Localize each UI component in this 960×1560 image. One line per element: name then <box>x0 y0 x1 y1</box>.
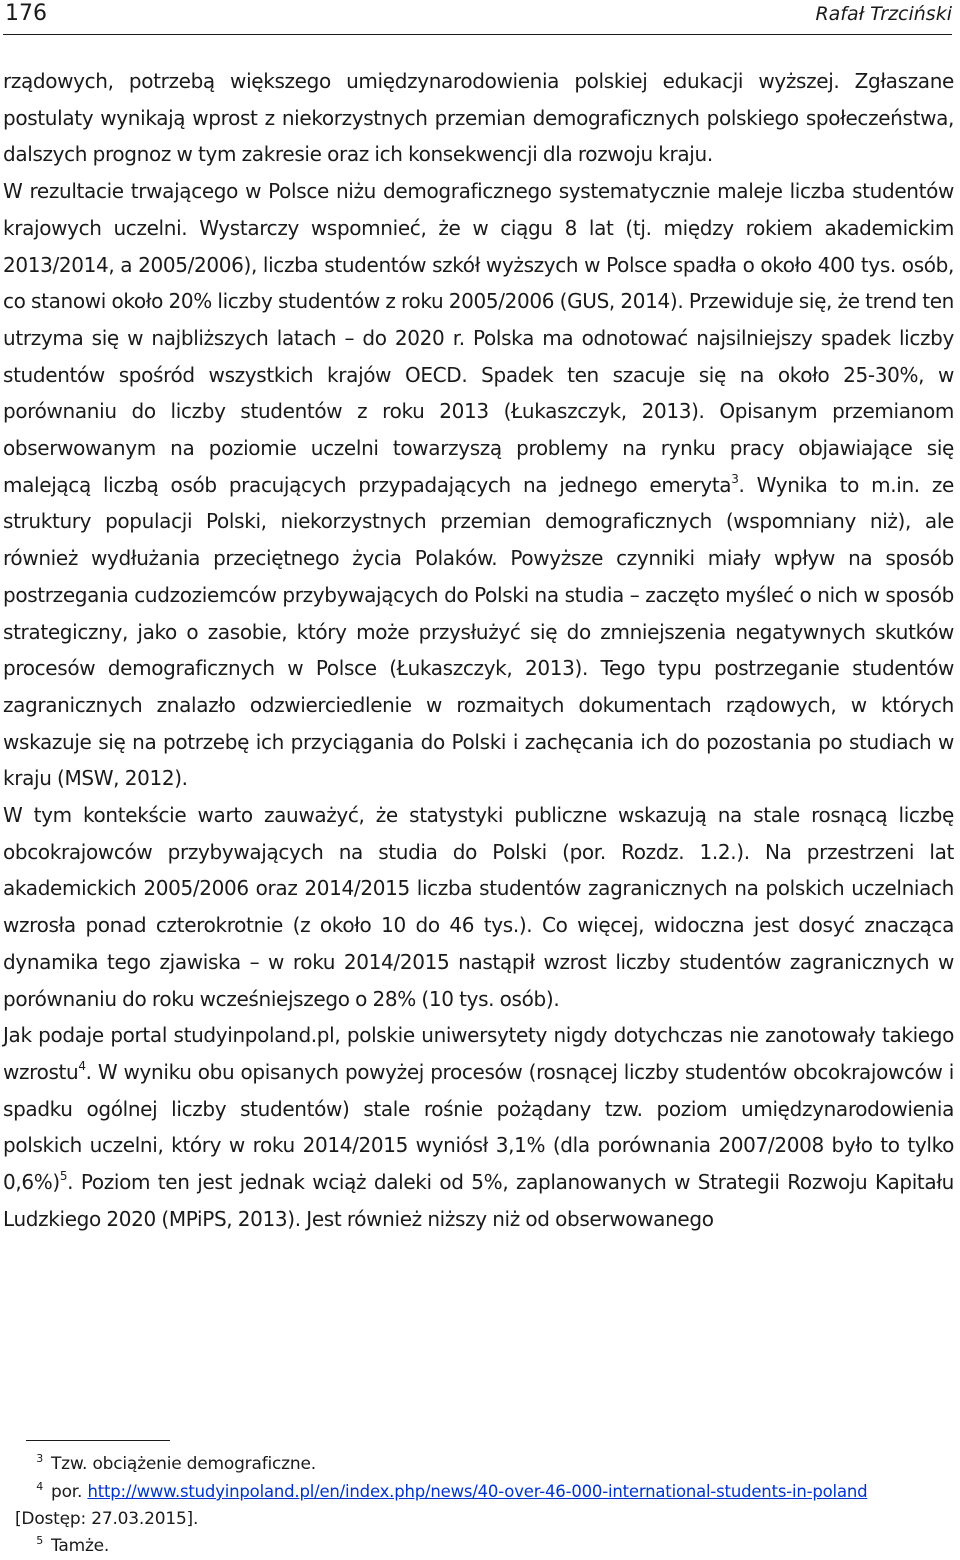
running-author: Rafał Trzciński <box>815 3 952 25</box>
paragraph-4: Jak podaje portal studyinpoland.pl, polskie uniwersytety nigdy dotychczas nie zanotowały takiego wzrostu$^4$. W wyniku obu opisanych powyżej procesów (rosnącej liczby studentów obcokrajowców i spadku ogólnej liczby studentów) stale rośnie pożądany tzw. poziom umiędzynarodowienia polskich uczelni, który w roku 2014/2015 wyniósł 3,1% (dla porównania 2007/2008 było to tylko 0,6%)$^5$. Poziom ten jest jednak wciąż daleki od 5%, zaplanowanych w Strategii Rozwoju Kapitału Ludzkiego 2020 (MPiPS, 2013). Jest również niższy niż od obserwowanego <box>3 1023 954 1231</box>
footnote-divider <box>26 1440 170 1441</box>
footnote-ref-3[interactable]: 3 <box>731 472 739 487</box>
body-text <box>3 63 954 1238</box>
running-header <box>3 0 952 35</box>
page-number: 176 <box>5 1 47 26</box>
footnote-prefix: por. <box>51 1482 88 1502</box>
paragraph-3: W tym kontekście warto zauważyć, że statystyki publiczne wskazują na stale rosnącą liczbę obcokrajowców przybywających na studia do Polski (por. Rozdz. 1.2.). Na przestrzeni lat akademickich 2005/2006 oraz 2014/2015 liczba studentów zagranicznych na polskich uczelniach wzrosła ponad czterokrotnie (z około 10 do 46 tys.). Co więcej, widoczna jest dosyć znacząca dynamika tego zjawiska – w roku 2014/2015 nastąpił wzrost liczby studentów zagranicznych w porównaniu do roku wcześniejszego o 28% (10 tys. osób). <box>3 803 954 1011</box>
footnote-ref-4[interactable]: 4 <box>78 1059 86 1074</box>
footnote-5: 5 Tamże. <box>36 1534 110 1556</box>
footnote-ref-5[interactable]: 5 <box>59 1169 68 1184</box>
footnote-link[interactable]: http://www.studyinpoland.pl/en/index.php/news/40-over-46-000-international-students-in-poland <box>87 1482 868 1501</box>
paragraph-2: W rezultacie trwającego w Polsce niżu demograficznego systematycznie maleje liczba studentów krajowych uczelni. Wystarczy wspomnieć, że w ciągu 8 lat (tj. między rokiem akademickim 2013/2014, a 2005/2006), liczba studentów szkół wyższych w Polsce spadła o około 400 tys. osób, co stanowi około 20% liczby studentów z roku 2005/2006 (GUS, 2014). Przewiduje się, że trend ten utrzyma się w najbliższych latach – do 2020 r. Polska ma odnotować najsilniejszy spadek liczby studentów spośród wszystkich krajów OECD. Spadek ten szacuje się na około 25-30%, w porównaniu do liczby studentów z roku 2013 (Łukaszczyk, 2013). Opisanym przemianom obserwowanym na poziomie uczelni towarzyszą problemy na rynku pracy objawiające się malejącą liczbą osób pracujących przypadających na jednego emeryta$^3$. Wynika to m.in. ze struktury populacji Polski, niekorzystnych przemian demograficznych (wspomniany niż), ale również wydłużania przeciętnego życia Polaków. Powyższe czynniki miały wpływ na sposób postrzegania cudzoziemców przybywających do Polski na studia – zaczęto myśleć o nich w sposób strategiczny, jako o zasobie, który może przysłużyć się do zmniejszenia negatywnych skutków procesów demograficznych w Polsce (Łukaszczyk, 2013). Tego typu postrzeganie studentów zagranicznych znalazło odzwierciedlenie w rozmaitych dokumentach rządowych, w których wskazuje się na potrzebę ich przyciągania do Polski i zachęcania ich do pozostania po studiach w kraju (MSW, 2012). <box>3 179 955 791</box>
footnote-access-date: [Dostęp: 27.03.2015]. <box>15 1509 199 1529</box>
footnote-3: 3 Tzw. obciążenie demograficzne. <box>36 1452 316 1474</box>
footnotes <box>3 1440 954 1560</box>
footnote-4: 4 por. http://www.studyinpoland.pl/en/index.php/news/40-over-46-000-international-students-in-poland [Dostęp: 27.03.2015]. <box>3 1478 954 1533</box>
footnote-text: Tamże. <box>51 1536 110 1556</box>
footnote-text: Tzw. obciążenie demograficzne. <box>51 1454 316 1474</box>
paragraph-1: rządowych, potrzebą większego umiędzynarodowienia polskiej edukacji wyższej. Zgłaszane postulaty wynikają wprost z niekorzystnych przemian demograficznych polskiego społeczeństwa, dalszych prognoz w tym zakresie oraz ich konsekwencji dla rozwoju kraju. <box>3 69 954 167</box>
